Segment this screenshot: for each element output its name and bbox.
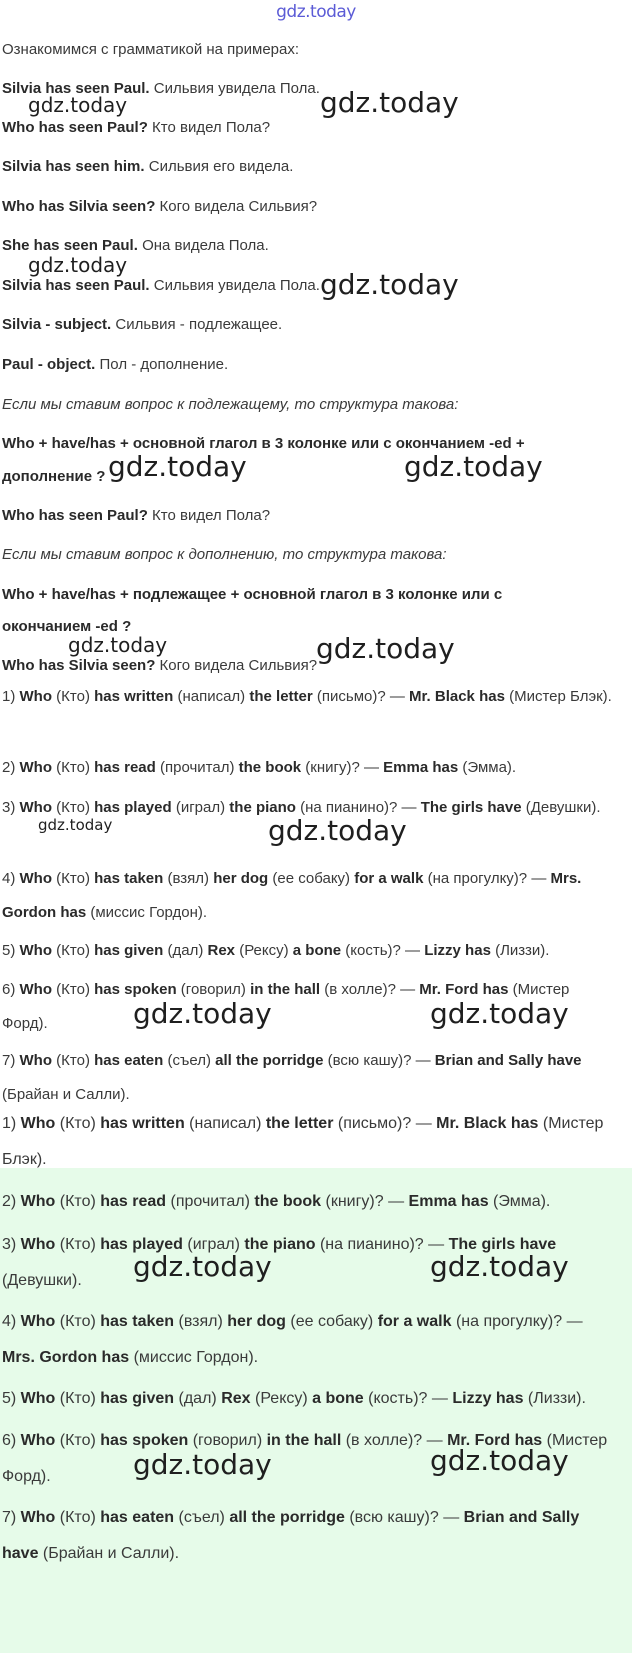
answer-item: [2, 1304, 617, 1376]
object-formula: Who + have/has + подлежащее + основной глагол в 3 колонке или с: [2, 586, 503, 603]
answer-bold-text: all the porridge: [229, 1509, 345, 1526]
answer-text: (съел): [163, 1052, 216, 1069]
example-line: Paul - object. Пол - дополнение.: [2, 356, 229, 373]
watermark: gdz.today: [133, 1448, 272, 1481]
answer-text: 2): [2, 1193, 21, 1210]
answer-bold-text: Who: [19, 981, 52, 998]
answer-bold-text: the book: [238, 759, 302, 776]
answer-item: [2, 862, 612, 930]
answer-text: (Кто): [55, 1432, 101, 1449]
answer-item: [2, 934, 612, 968]
answer-item: [2, 1381, 617, 1417]
answer-text: (Рексу): [235, 942, 293, 959]
answer-bold-text: Rex: [207, 942, 236, 959]
answer-text: (Кто): [52, 759, 95, 776]
answer-text: (прочитал): [155, 759, 239, 776]
answer-item: [2, 1184, 617, 1220]
answer-bold-text: in the hall: [266, 1432, 342, 1449]
answer-text: (дал): [174, 1390, 222, 1407]
watermark: gdz.today: [316, 632, 455, 665]
answer-bold-text: Mr. Ford has: [419, 981, 509, 998]
answer-text: (Лиззи).: [523, 1390, 586, 1407]
watermark: gdz.today: [133, 997, 272, 1030]
answer-text: 4): [2, 1313, 21, 1330]
answer-text: (говорил): [188, 1432, 267, 1449]
answer-text: (Мистер Блэк).: [2, 1115, 604, 1168]
answer-bold-text: Who: [19, 870, 52, 887]
answer-bold-text: Mrs. Gordon has: [2, 1349, 130, 1366]
answer-bold-text: Who: [19, 799, 52, 816]
answer-text: (взял): [163, 870, 214, 887]
answer-bold-text: Lizzy has: [424, 942, 491, 959]
answer-text: (всю кашу)? —: [323, 1052, 435, 1069]
subject-formula: Who + have/has + основной глагол в 3 колонке или с окончанием -ed +: [2, 435, 525, 452]
watermark: gdz.today: [430, 1250, 569, 1283]
answer-text: (на прогулку)? —: [451, 1313, 583, 1330]
answer-text: 1): [2, 688, 20, 705]
answer-bold-text: has taken: [94, 870, 164, 887]
object-formula: окончанием -ed ?: [2, 618, 132, 635]
answer-text: (книгу)? —: [301, 759, 384, 776]
answer-bold-text: Mr. Black has: [409, 688, 505, 705]
answer-text: 4): [2, 870, 20, 887]
answer-text: (взял): [174, 1313, 228, 1330]
answer-text: (съел): [174, 1509, 230, 1526]
answer-bold-text: has played: [100, 1236, 183, 1253]
answer-bold-text: has written: [100, 1115, 185, 1132]
answer-bold-text: Emma has: [383, 759, 459, 776]
example-line: Silvia has seen Paul. Сильвия увидела Пола.: [2, 277, 320, 294]
watermark: gdz.today: [133, 1250, 272, 1283]
answer-text: (Брайан и Салли).: [38, 1545, 180, 1562]
answer-bold-text: her dog: [213, 870, 269, 887]
answer-item: [2, 751, 612, 785]
answer-text: (кость)? —: [363, 1390, 453, 1407]
answer-text: (Кто): [55, 1390, 101, 1407]
example-line: She has seen Paul. Она видела Пола.: [2, 237, 269, 254]
watermark: gdz.today: [108, 450, 247, 483]
answer-bold-text: Rex: [221, 1390, 251, 1407]
answer-item: [2, 680, 612, 714]
answer-text: (Кто): [52, 981, 95, 998]
answer-bold-text: a bone: [312, 1390, 364, 1407]
answer-bold-text: Mr. Black has: [436, 1115, 539, 1132]
answer-text: 6): [2, 981, 20, 998]
answer-item: [2, 1044, 612, 1112]
answer-bold-text: the book: [254, 1193, 322, 1210]
answer-item: [2, 1500, 617, 1572]
answer-bold-text: has written: [94, 688, 174, 705]
answer-text: (Мистер Форд).: [2, 1432, 608, 1485]
watermark: gdz.today: [320, 268, 459, 301]
answer-text: 7): [2, 1052, 20, 1069]
answer-text: (Рексу): [250, 1390, 313, 1407]
answer-bold-text: has spoken: [94, 981, 177, 998]
watermark: gdz.today: [38, 816, 113, 834]
answer-text: (Кто): [55, 1236, 101, 1253]
example-line: Who has Silvia seen? Кого видела Сильвия?: [2, 198, 318, 215]
answer-bold-text: has read: [100, 1193, 167, 1210]
answer-bold-text: Who: [20, 1193, 56, 1210]
answer-bold-text: has eaten: [100, 1509, 175, 1526]
answer-bold-text: Who: [20, 1509, 56, 1526]
example-line: Who has seen Paul? Кто видел Пола?: [2, 119, 271, 136]
watermark: gdz.today: [268, 814, 407, 847]
answer-text: (миссис Гордон).: [86, 904, 208, 921]
answer-text: (играл): [182, 1236, 245, 1253]
answer-bold-text: a bone: [292, 942, 342, 959]
answer-text: (играл): [171, 799, 230, 816]
answer-bold-text: Who: [19, 942, 52, 959]
answer-bold-text: has spoken: [100, 1432, 189, 1449]
answer-text: (Девушки).: [521, 799, 601, 816]
answer-text: (книгу)? —: [321, 1193, 409, 1210]
answer-text: (на пианино)? —: [315, 1236, 449, 1253]
answer-text: (Мистер Форд).: [2, 981, 570, 1032]
answer-panel: [0, 1115, 632, 1653]
answer-bold-text: Brian and Sally have: [434, 1052, 582, 1069]
answer-bold-text: has given: [94, 942, 164, 959]
site-logo[interactable]: gdz.today: [276, 2, 356, 22]
answer-bold-text: Who: [20, 1313, 56, 1330]
watermark: gdz.today: [430, 997, 569, 1030]
watermark: gdz.today: [404, 450, 543, 483]
answer-text: (ее собаку): [285, 1313, 378, 1330]
answer-text: (Кто): [55, 1193, 101, 1210]
watermark: gdz.today: [320, 86, 459, 119]
answer-bold-text: all the porridge: [215, 1052, 324, 1069]
watermark: gdz.today: [28, 93, 128, 117]
answer-text: (написал): [184, 1115, 266, 1132]
intro-text: Ознакомимся с грамматикой на примерах:: [2, 41, 300, 58]
answer-bold-text: has taken: [100, 1313, 175, 1330]
answer-text: (в холле)? —: [341, 1432, 448, 1449]
answer-text: 3): [2, 1236, 21, 1253]
watermark: gdz.today: [28, 253, 128, 277]
answer-bold-text: Mr. Ford has: [447, 1432, 543, 1449]
answer-text: (Девушки).: [2, 1272, 82, 1289]
object-rule: Если мы ставим вопрос к дополнению, то структура такова:: [2, 546, 447, 563]
answer-text: (Кто): [55, 1115, 101, 1132]
subject-rule: Если мы ставим вопрос к подлежащему, то структура такова:: [2, 396, 459, 413]
answer-text: (Кто): [52, 1052, 95, 1069]
answer-text: 2): [2, 759, 20, 776]
answer-bold-text: Emma has: [408, 1193, 489, 1210]
answer-bold-text: Who: [20, 1236, 56, 1253]
answer-bold-text: has read: [94, 759, 156, 776]
answer-bold-text: for a walk: [377, 1313, 452, 1330]
answer-text: (ее собаку): [268, 870, 355, 887]
answer-bold-text: Lizzy has: [452, 1390, 524, 1407]
answer-bold-text: Who: [19, 759, 52, 776]
answer-text: (письмо)? —: [333, 1115, 437, 1132]
example-line: Silvia has seen him. Сильвия его видела.: [2, 158, 294, 175]
answer-text: (написал): [173, 688, 250, 705]
answer-bold-text: for a walk: [354, 870, 424, 887]
answer-text: (Брайан и Салли).: [2, 1086, 130, 1103]
subject-example: Who has seen Paul? Кто видел Пола?: [2, 507, 271, 524]
answer-text: (Лиззи).: [490, 942, 550, 959]
answer-text: (кость)? —: [341, 942, 425, 959]
answer-text: (письмо)? —: [312, 688, 410, 705]
answer-text: (миссис Гордон).: [129, 1349, 259, 1366]
answer-bold-text: Brian and Sally have: [2, 1509, 580, 1562]
subject-formula: дополнение ?: [2, 468, 106, 485]
answer-text: (Эмма).: [458, 759, 517, 776]
answer-text: (Кто): [52, 870, 95, 887]
answer-item: [2, 1106, 617, 1178]
answer-bold-text: the letter: [249, 688, 313, 705]
answer-text: 6): [2, 1432, 21, 1449]
answer-text: (Кто): [52, 799, 95, 816]
answer-text: (дал): [163, 942, 208, 959]
answer-bold-text: Who: [19, 1052, 52, 1069]
answer-text: (Кто): [52, 688, 95, 705]
answer-bold-text: Who: [20, 1390, 56, 1407]
answer-bold-text: has played: [94, 799, 172, 816]
answer-bold-text: has eaten: [94, 1052, 164, 1069]
answer-text: 5): [2, 1390, 21, 1407]
answer-text: 3): [2, 799, 20, 816]
answer-text: (на прогулку)? —: [423, 870, 551, 887]
answer-text: 7): [2, 1509, 21, 1526]
answer-text: (прочитал): [166, 1193, 255, 1210]
answer-text: (Эмма).: [488, 1193, 551, 1210]
answer-text: (Кто): [55, 1313, 101, 1330]
answer-bold-text: the piano: [229, 799, 296, 816]
example-line: Silvia - subject. Сильвия - подлежащее.: [2, 316, 283, 333]
answer-text: 1): [2, 1115, 21, 1132]
answer-bold-text: Mrs. Gordon has: [2, 870, 582, 921]
object-example: Who has Silvia seen? Кого видела Сильвия?: [2, 657, 318, 674]
answer-bold-text: Who: [20, 1432, 56, 1449]
answer-text: (в холле)? —: [320, 981, 420, 998]
answer-bold-text: The girls have: [448, 1236, 557, 1253]
answer-bold-text: has given: [100, 1390, 175, 1407]
answer-text: 5): [2, 942, 20, 959]
answer-bold-text: the letter: [265, 1115, 334, 1132]
answer-bold-text: Who: [19, 688, 52, 705]
answer-bold-text: Who: [20, 1115, 56, 1132]
answer-text: (говорил): [176, 981, 251, 998]
answer-bold-text: the piano: [244, 1236, 316, 1253]
answer-bold-text: The girls have: [420, 799, 522, 816]
answer-text: (всю кашу)? —: [344, 1509, 464, 1526]
watermark: gdz.today: [68, 633, 168, 657]
answer-text: (Кто): [55, 1509, 101, 1526]
answer-bold-text: her dog: [227, 1313, 286, 1330]
answer-bold-text: in the hall: [250, 981, 321, 998]
example-line: Silvia has seen Paul. Сильвия увидела Пола.: [2, 80, 320, 97]
answer-text: (на пианино)? —: [295, 799, 421, 816]
answer-text: (Кто): [52, 942, 95, 959]
watermark: gdz.today: [430, 1444, 569, 1477]
answer-text: (Мистер Блэк).: [504, 688, 612, 705]
